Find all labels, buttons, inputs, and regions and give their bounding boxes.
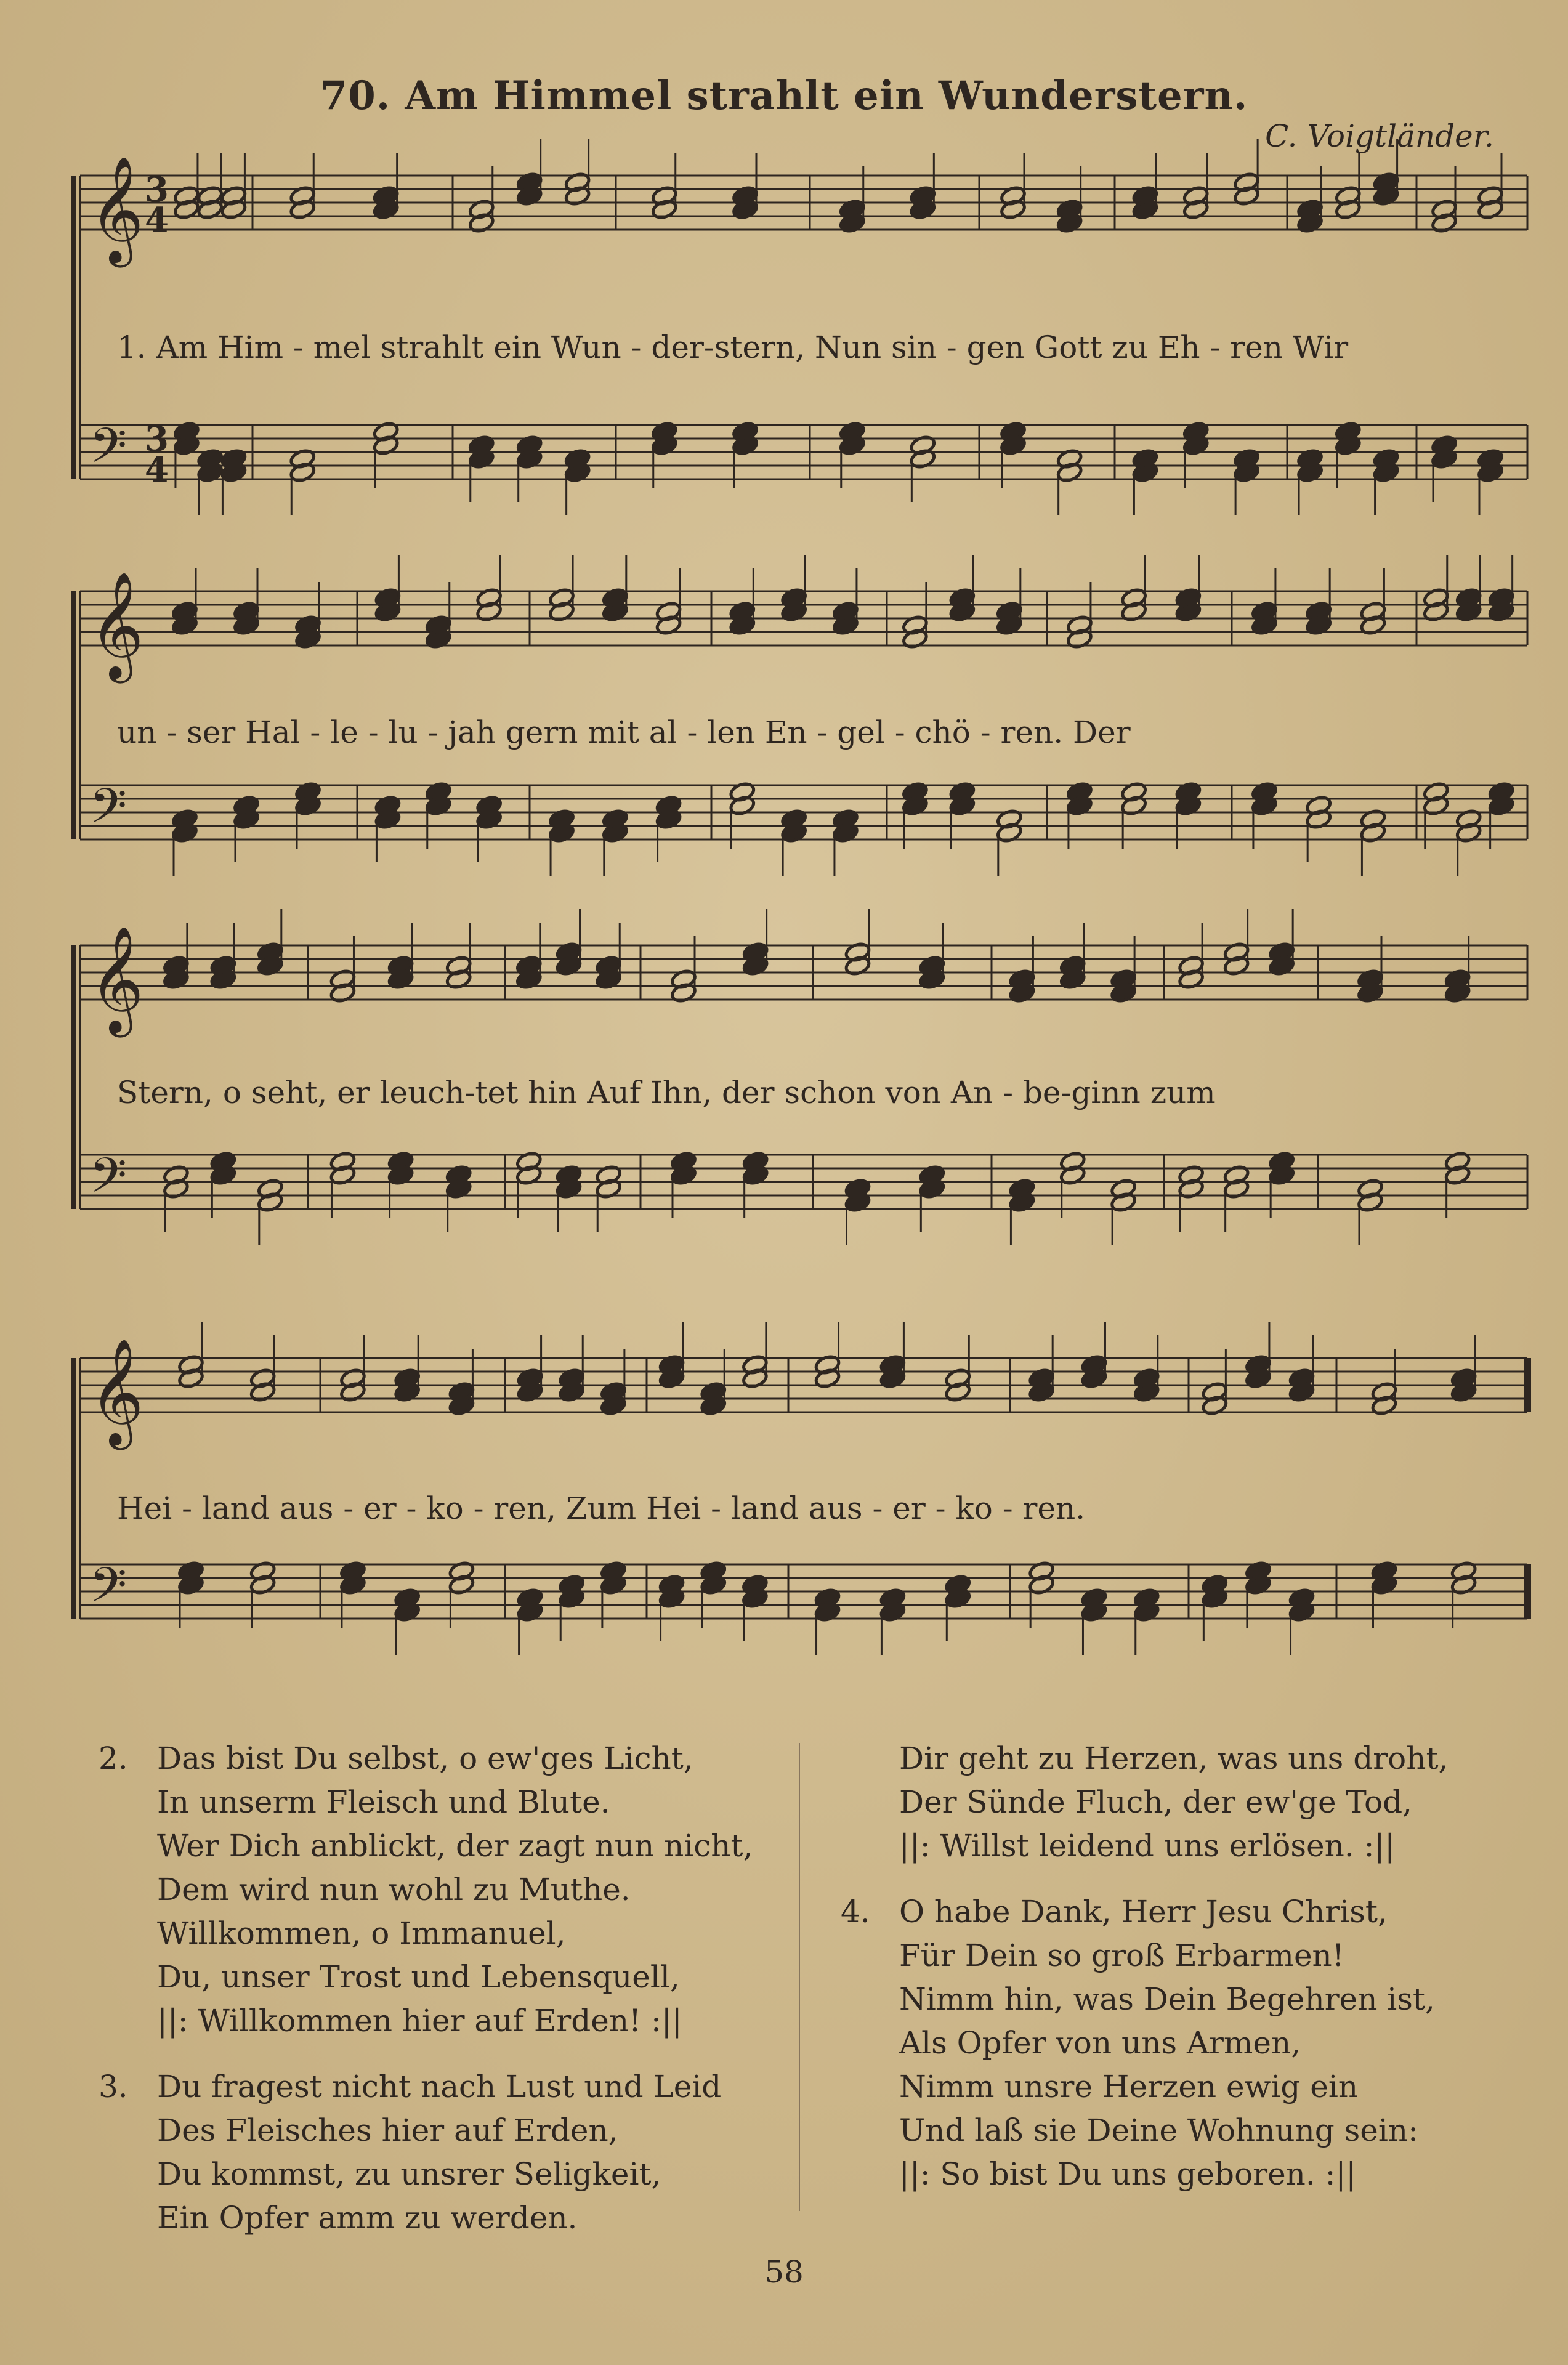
verse-line: Wer Dich anblickt, der zagt nun nicht, — [157, 1828, 753, 1864]
verse-4 — [841, 1890, 1448, 2196]
verse-2 — [99, 1737, 753, 2043]
bass-clef-icon: 𝄢 — [89, 1558, 127, 1625]
bass-clef-icon: 𝄢 — [89, 418, 127, 486]
verse-line: ||: Willst leidend uns erlösen. :|| — [899, 1828, 1396, 1864]
time-signature-bottom: 4 — [145, 200, 169, 241]
treble-clef-icon: 𝄞 — [89, 156, 144, 263]
verse-3-continued — [841, 1737, 1448, 1868]
verse-line: In unserm Fleisch und Blute. — [157, 1784, 610, 1820]
verse-number: 3. — [99, 2069, 128, 2104]
verse-number: 2. — [99, 1740, 128, 1776]
verse-line: Als Opfer von uns Armen, — [899, 2025, 1301, 2061]
verse-line: ||: So bist Du uns geboren. :|| — [899, 2156, 1357, 2192]
verse-line: Du kommst, zu unsrer Seligkeit, — [157, 2156, 661, 2192]
verse-line: Dem wird nun wohl zu Muthe. — [157, 1872, 631, 1907]
verse-line: Ein Opfer amm zu werden. — [157, 2200, 578, 2236]
treble-clef-icon: 𝄞 — [89, 926, 144, 1033]
verse-number: 4. — [841, 1894, 870, 1930]
verse-line: Nimm unsre Herzen ewig ein — [899, 2069, 1359, 2104]
column-divider — [799, 1743, 800, 2211]
verse-line: Und laß sie Deine Wohnung sein: — [899, 2112, 1418, 2148]
treble-clef-icon: 𝄞 — [89, 1338, 144, 1445]
verse-line: Willkommen, o Immanuel, — [157, 1915, 566, 1951]
bass-clef-icon: 𝄢 — [89, 778, 127, 846]
verses-right-column — [841, 1737, 1448, 2218]
verse-line: O habe Dank, Herr Jesu Christ, — [899, 1894, 1388, 1930]
hymn-title: Am Himmel strahlt ein Wunderstern. — [405, 73, 1248, 119]
time-signature-bottom: 4 — [145, 450, 169, 490]
bass-clef-icon: 𝄢 — [89, 1148, 127, 1216]
verse-line: Des Fleisches hier auf Erden, — [157, 2112, 618, 2148]
lyrics-line-3: Stern, o seht, er leuch-tet hin Auf Ihn, der schon von An - be-ginn zum — [117, 1075, 1216, 1110]
hymn-number: 70. — [320, 73, 391, 119]
lyrics-line-1: 1. Am Him - mel strahlt ein Wun - der-stern, Nun sin - gen Gott zu Eh - ren Wir — [117, 329, 1349, 365]
composer-credit: C. Voigtländer. — [1265, 118, 1494, 154]
verse-line: Nimm hin, was Dein Begehren ist, — [899, 1981, 1435, 2017]
time-signature-top: 3 — [145, 419, 169, 459]
time-signature-top: 3 — [145, 169, 169, 210]
lyrics-line-2: un - ser Hal - le - lu - jah gern mit al - len En - gel - chö - ren. Der — [117, 714, 1131, 750]
lyrics-line-4: Hei - land aus - er - ko - ren, Zum Hei - land aus - er - ko - ren. — [117, 1490, 1086, 1526]
verse-line: Das bist Du selbst, o ew'ges Licht, — [157, 1740, 693, 1776]
verses-left-column — [99, 1737, 753, 2262]
verse-line: ||: Willkommen hier auf Erden! :|| — [157, 2003, 682, 2039]
verse-line: Für Dein so groß Erbarmen! — [899, 1938, 1344, 1973]
verse-line: Du fragest nicht nach Lust und Leid — [157, 2069, 722, 2104]
verse-line: Der Sünde Fluch, der ew'ge Tod, — [899, 1784, 1412, 1820]
page-number: 58 — [764, 2254, 804, 2290]
verse-line: Dir geht zu Herzen, was uns droht, — [899, 1740, 1449, 1776]
treble-clef-icon: 𝄞 — [89, 572, 144, 679]
verse-3 — [99, 2065, 753, 2240]
verse-line: Du, unser Trost und Lebensquell, — [157, 1959, 680, 1995]
